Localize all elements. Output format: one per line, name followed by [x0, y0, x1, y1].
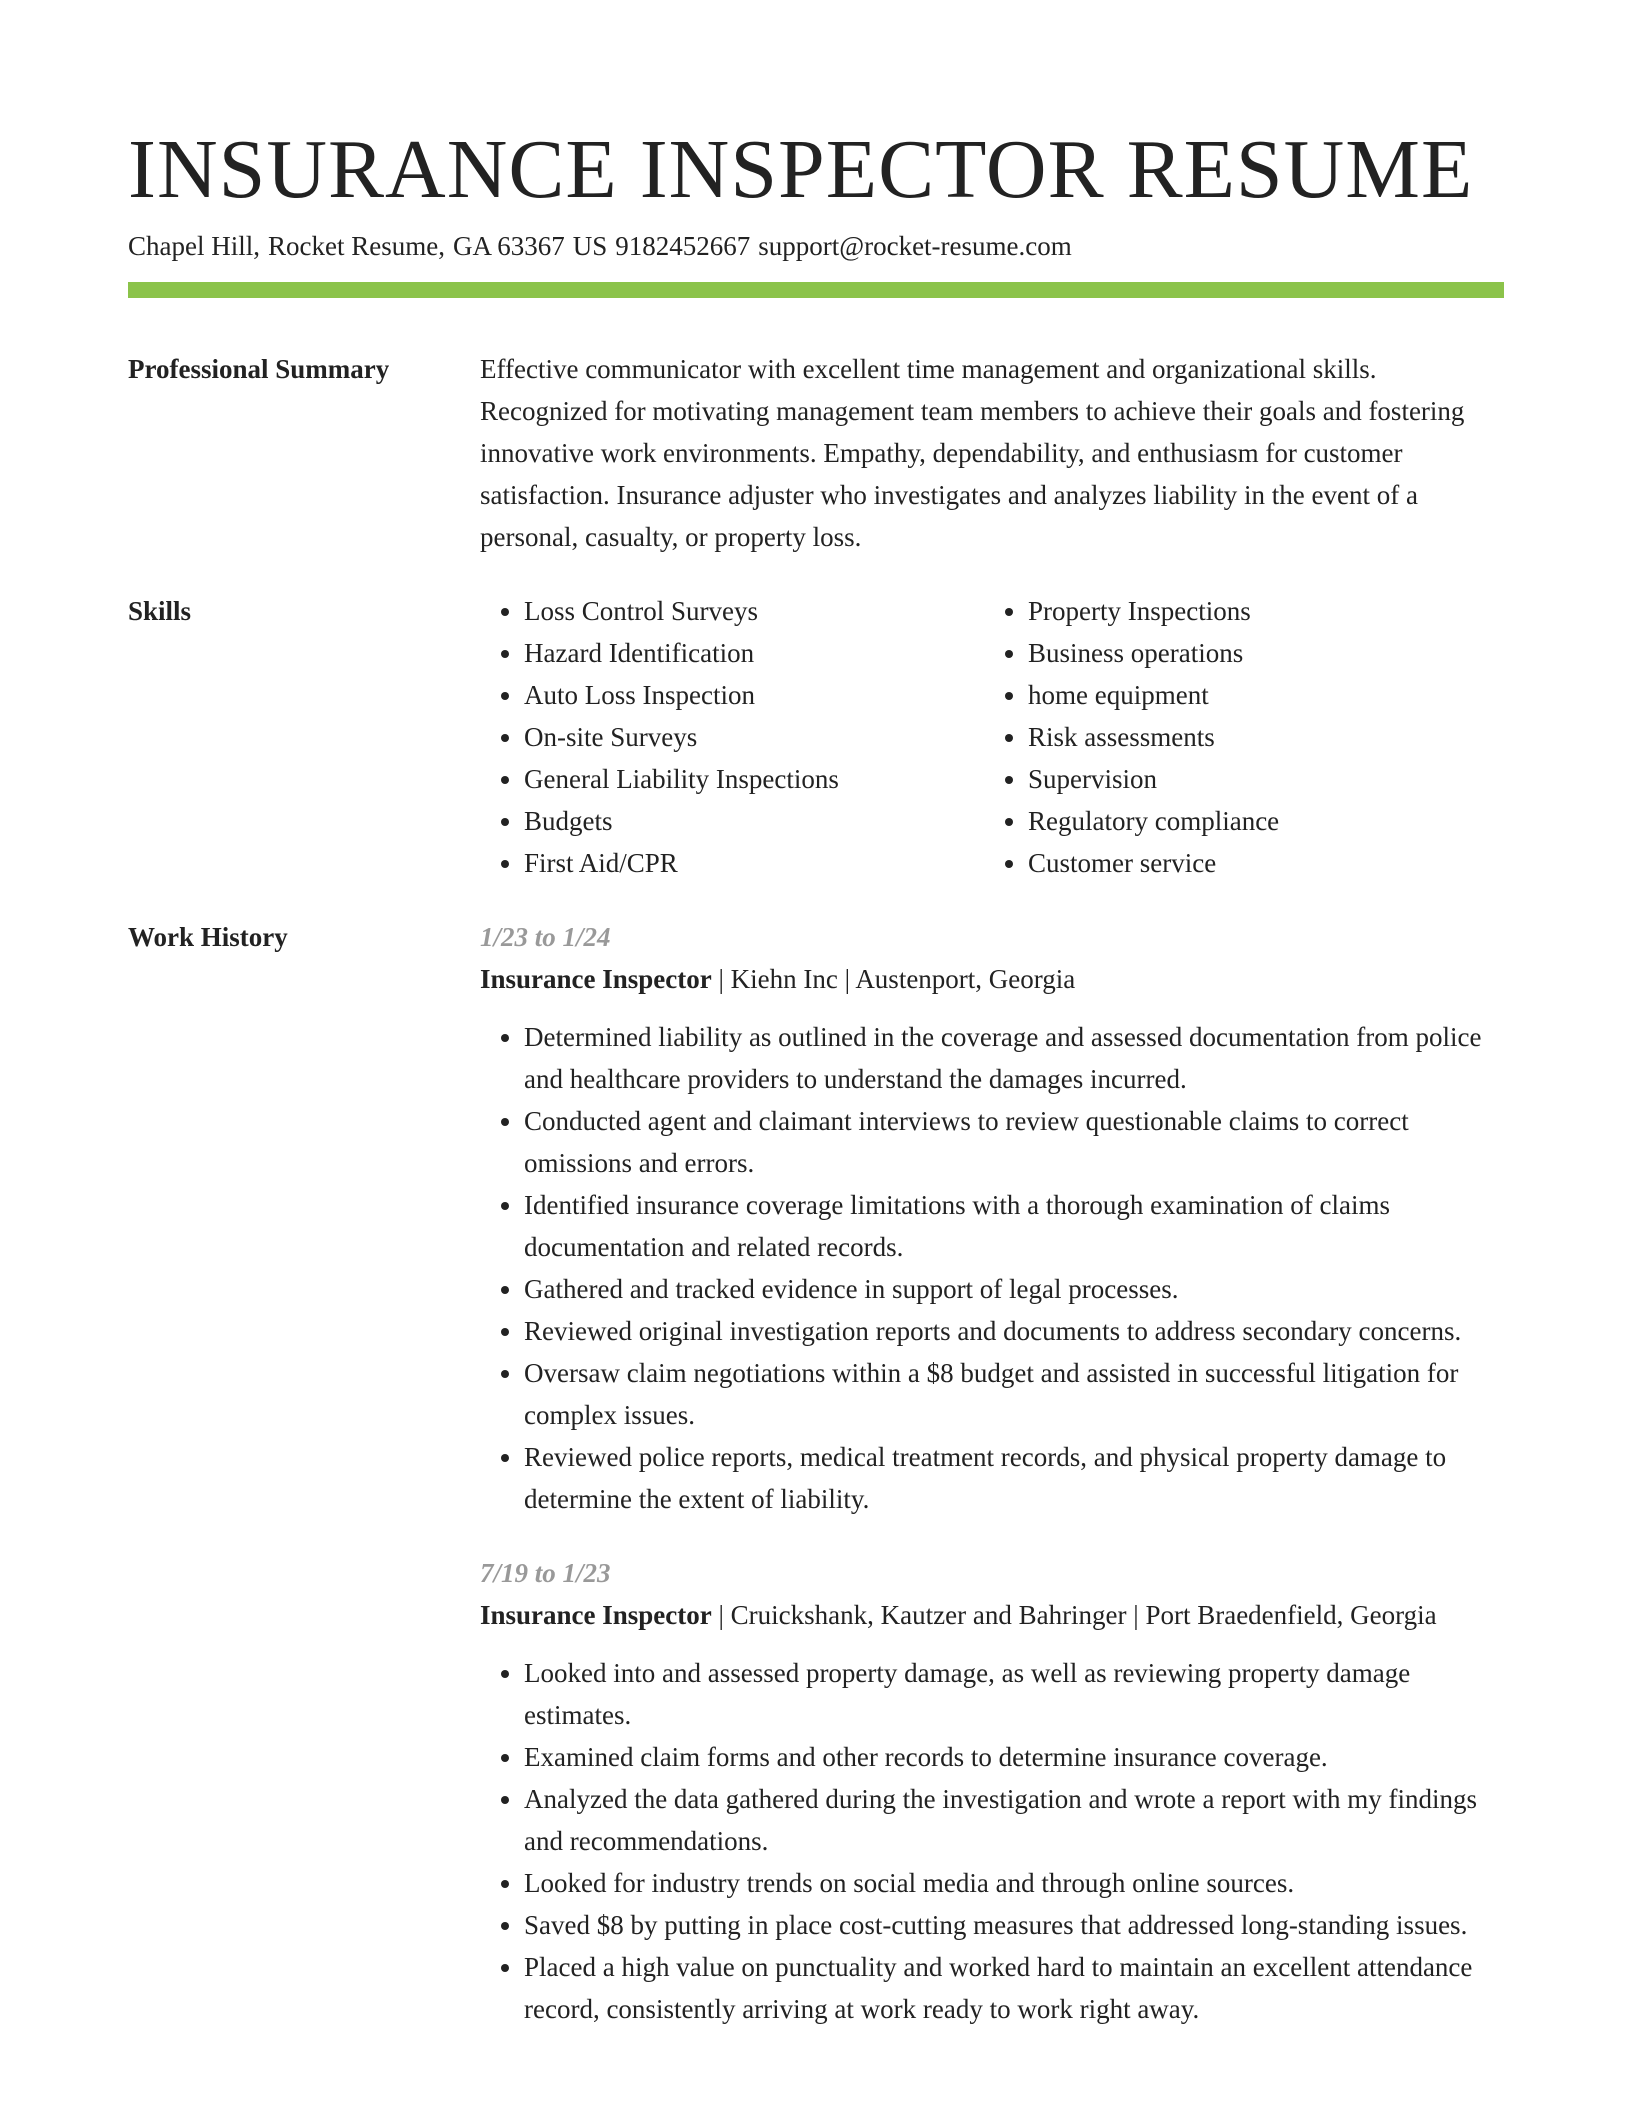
- job-title: Insurance Inspector: [480, 1600, 712, 1630]
- job-company: Cruickshank, Kautzer and Bahringer: [730, 1600, 1127, 1630]
- job-bullet: • Looked into and assessed property damage, as well as reviewing property damage estimates.: [524, 1652, 1504, 1736]
- skills-column-left: [480, 590, 984, 884]
- job-heading: Insurance Inspector | Kiehn Inc | Austenport, Georgia: [480, 964, 1076, 994]
- contact-email: support@rocket-resume.com: [758, 231, 1072, 261]
- skill-item: • Auto Loss Inspection: [524, 674, 984, 716]
- job-bullet: • Reviewed police reports, medical treatment records, and physical property damage to determine the extent of liability.: [524, 1436, 1504, 1520]
- skill-item: • On-site Surveys: [524, 716, 984, 758]
- section-heading: Work History: [128, 922, 288, 952]
- skill-item: • Customer service: [1028, 842, 1488, 884]
- skill-item: • Business operations: [1028, 632, 1488, 674]
- job-bullet: • Oversaw claim negotiations within a $8 budget and assisted in successful litigation for complex issues.: [524, 1352, 1504, 1436]
- contact-city: Chapel Hill,: [128, 231, 260, 261]
- skill-item: • First Aid/CPR: [524, 842, 984, 884]
- summary-text: Effective communicator with excellent time management and organizational skills. Recognized for motivating management team members to achieve their goals and fostering innovative work environments. Empathy, dependability, and enthusiasm for customer satisfaction. Insurance adjuster who investigates and analyzes liability in the event of a personal, casualty, or property loss.: [480, 354, 1465, 552]
- job-dates: 7/19 to 1/23: [480, 1558, 611, 1588]
- skill-item: • Budgets: [524, 800, 984, 842]
- job-location: Port Braedenfield, Georgia: [1145, 1600, 1437, 1630]
- skill-item: • Regulatory compliance: [1028, 800, 1488, 842]
- job-entry: [480, 916, 1504, 1520]
- job-bullet: • Analyzed the data gathered during the investigation and wrote a report with my findings and recommendations.: [524, 1778, 1504, 1862]
- job-bullet: • Gathered and tracked evidence in support of legal processes.: [524, 1268, 1504, 1310]
- skill-item: • home equipment: [1028, 674, 1488, 716]
- job-bullets: [480, 1016, 1504, 1520]
- job-bullet: • Reviewed original investigation reports and documents to address secondary concerns.: [524, 1310, 1504, 1352]
- skill-item: • Supervision: [1028, 758, 1488, 800]
- work-history-section: [128, 916, 1504, 2030]
- resume-page: [128, 120, 1504, 2030]
- section-heading: Skills: [128, 596, 192, 626]
- contact-street: Rocket Resume,: [267, 231, 445, 261]
- job-bullet: • Saved $8 by putting in place cost-cutting measures that addressed long-standing issues.: [524, 1904, 1504, 1946]
- skills-columns: [480, 590, 1504, 884]
- contact-state-zip: GA 63367: [452, 231, 565, 261]
- job-bullet: • Looked for industry trends on social media and through online sources.: [524, 1862, 1504, 1904]
- contact-line: [128, 228, 1504, 264]
- job-bullet: • Determined liability as outlined in the coverage and assessed documentation from police and healthcare providers to understand the damages incurred.: [524, 1016, 1504, 1100]
- job-dates: 1/23 to 1/24: [480, 922, 611, 952]
- skill-item: • General Liability Inspections: [524, 758, 984, 800]
- accent-divider: [128, 282, 1504, 298]
- job-bullet: • Examined claim forms and other records to determine insurance coverage.: [524, 1736, 1504, 1778]
- summary-section: [128, 348, 1504, 558]
- skill-item: • Hazard Identification: [524, 632, 984, 674]
- contact-phone: 9182452667: [615, 231, 751, 261]
- job-bullets: [480, 1652, 1504, 2030]
- contact-country: US: [572, 231, 608, 261]
- job-heading: Insurance Inspector | Cruickshank, Kautzer and Bahringer | Port Braedenfield, Georgia: [480, 1600, 1437, 1630]
- section-heading: Professional Summary: [128, 354, 390, 384]
- job-bullet: • Identified insurance coverage limitations with a thorough examination of claims documentation and related records.: [524, 1184, 1504, 1268]
- skills-column-right: [984, 590, 1488, 884]
- resume-title: INSURANCE INSPECTOR RESUME: [128, 123, 1474, 216]
- skill-item: • Loss Control Surveys: [524, 590, 984, 632]
- job-entry: [480, 1552, 1504, 2030]
- skill-item: • Property Inspections: [1028, 590, 1488, 632]
- job-title: Insurance Inspector: [480, 964, 712, 994]
- job-location: Austenport, Georgia: [855, 964, 1076, 994]
- job-company: Kiehn Inc: [730, 964, 838, 994]
- job-bullet: • Conducted agent and claimant interviews to review questionable claims to correct omissions and errors.: [524, 1100, 1504, 1184]
- skills-section: [128, 590, 1504, 884]
- skill-item: • Risk assessments: [1028, 716, 1488, 758]
- work-history-body: [480, 916, 1504, 2030]
- job-bullet: • Placed a high value on punctuality and worked hard to maintain an excellent attendance record, consistently arriving at work ready to work right away.: [524, 1946, 1504, 2030]
